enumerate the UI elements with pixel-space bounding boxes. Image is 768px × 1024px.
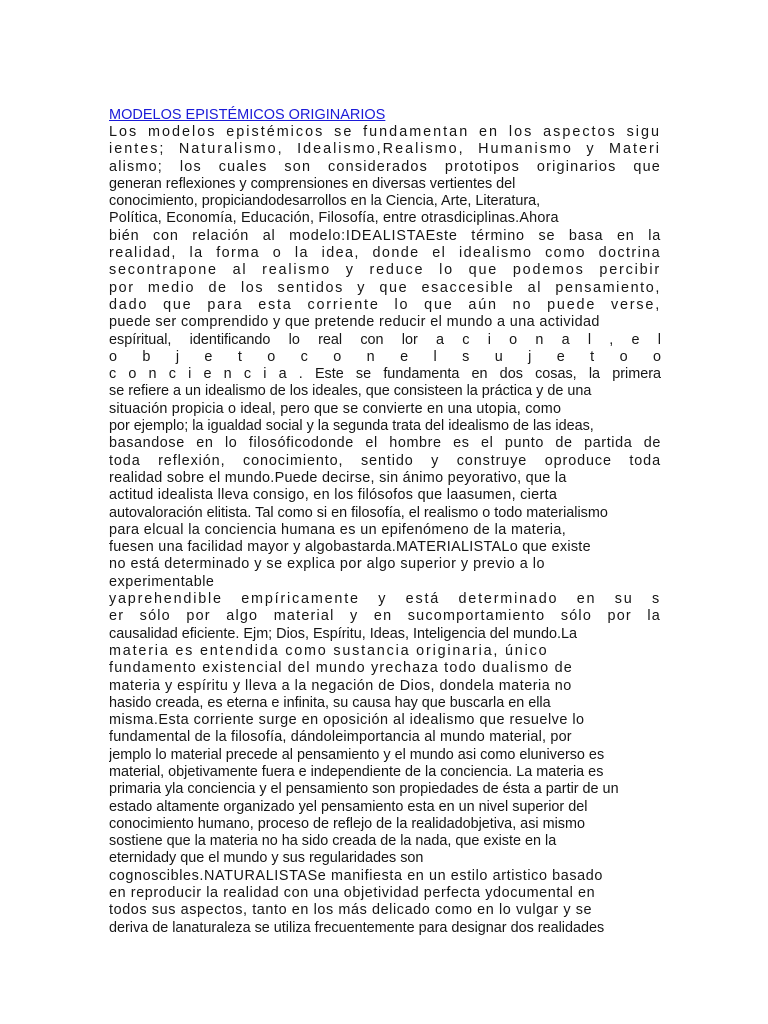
text-line: puede ser comprendido y que pretende reducir el mundo a una actividad (109, 314, 600, 331)
text-line: experimentable (109, 573, 215, 590)
text-line: bién con relación al modelo:IDEALISTAEste término se basa en la (109, 227, 661, 244)
text-line: materia y espíritu y lleva a la negación de Dios, dondela materia no (109, 677, 572, 694)
document-title-link[interactable]: MODELOS EPISTÉMICOS ORIGINARIOS (109, 107, 386, 123)
text-line: yaprehendible empíricamente y está determinado en su s (109, 591, 661, 608)
text-line: deriva de lanaturaleza se utiliza frecuentemente para designar dos realidades (109, 919, 605, 936)
text-line: o b j e t o c o n e l s u j e t o o (109, 348, 661, 365)
text-line: misma.Esta corriente surge en oposición al idealismo que resuelve lo (109, 712, 585, 729)
text-line: secontrapone al realismo y reduce lo que podemos percibir (109, 262, 661, 279)
text-line: en reproducir la realidad con una objetividad perfecta ydocumental en (109, 885, 596, 902)
text-line: er sólo por algo material y en sucomportamiento sólo por la (109, 608, 661, 625)
text-line: por medio de los sentidos y que esaccesible al pensamiento, (109, 279, 661, 296)
text-line: fundamento existencial del mundo yrechaza todo dualismo de (109, 660, 573, 677)
document-body (109, 106, 661, 937)
text-line: fuesen una facilidad mayor y algobastarda.MATERIALISTALo que existe (109, 539, 591, 556)
document-text (109, 124, 661, 937)
text-line: materia es entendida como sustancia originaria, único (109, 642, 549, 659)
text-line: realidad sobre el mundo.Puede decirse, sin ánimo peyorativo, que la (109, 469, 567, 486)
text-line: no está determinado y se explica por algo superior y previo a lo (109, 556, 545, 573)
text-line: actitud idealista lleva consigo, en los filósofos que laasumen, cierta (109, 487, 558, 504)
text-line: espíritual, identificando lo real con lor a c i o n a l , e l (109, 331, 661, 348)
text-line: hasido creada, es eterna e infinita, su causa hay que buscarla en ella (109, 694, 551, 711)
text-line: jemplo lo material precede al pensamiento y el mundo asi como eluniverso es (109, 746, 605, 763)
text-line: fundamental de la filosofía, dándoleimportancia al mundo material, por (109, 729, 572, 746)
text-line: todos sus aspectos, tanto en los más delicado como en lo vulgar y se (109, 902, 593, 919)
text-line: estado altamente organizado yel pensamiento esta en un nivel superior del (109, 798, 588, 815)
text-line: autovaloración elitista. Tal como si en filosofía, el realismo o todo materialismo (109, 504, 608, 521)
text-line: alismo; los cuales son considerados prototipos originarios que (109, 158, 661, 175)
text-line: sostiene que la materia no ha sido creada de la nada, que existe en la (109, 833, 557, 850)
text-line: Política, Economía, Educación, Filosofía, entre otrasdiciplinas.Ahora (109, 210, 559, 227)
text-line: ientes; Naturalismo, Idealismo,Realismo, Humanismo y Materi (109, 141, 661, 158)
text-line: generan reflexiones y comprensiones en diversas vertientes del (109, 175, 516, 192)
text-line: eternidady que el mundo y sus regularidades son (109, 850, 424, 867)
text-line: primaria yla conciencia y el pensamiento son propiedades de ésta a partir de un (109, 781, 619, 798)
text-line: conocimiento, propiciandodesarrollos en la Ciencia, Arte, Literatura, (109, 193, 541, 210)
text-line: causalidad eficiente. Ejm; Dios, Espíritu, Ideas, Inteligencia del mundo.La (109, 625, 577, 642)
text-line: toda reflexión, conocimiento, sentido y construye oproduce toda (109, 452, 661, 469)
text-line: cognoscibles.NATURALISTASe manifiesta en un estilo artistico basado (109, 867, 603, 884)
text-line: realidad, la forma o la idea, donde el idealismo como doctrina (109, 245, 661, 262)
text-line: dado que para esta corriente lo que aún no puede verse, (109, 296, 661, 313)
text-line: se refiere a un idealismo de los ideales, que consisteen la práctica y de una (109, 383, 592, 400)
text-line: Los modelos epistémicos se fundamentan en los aspectos sigu (109, 124, 661, 140)
text-line: c o n c i e n c i a . Este se fundamenta en dos cosas, la primera (109, 366, 661, 383)
text-line: situación propicia o ideal, pero que se convierte en una utopia, como (109, 400, 562, 417)
text-line: material, objetivamente fuera e independiente de la conciencia. La materia es (109, 763, 604, 780)
text-line: conocimiento humano, proceso de reflejo de la realidadobjetiva, asi mismo (109, 815, 585, 832)
text-line: basandose en lo filosóficodonde el hombre es el punto de partida de (109, 435, 661, 452)
text-line: para elcual la conciencia humana es un epifenómeno de la materia, (109, 521, 567, 538)
text-line: por ejemplo; la igualdad social y la segunda trata del idealismo de las ideas, (109, 418, 594, 435)
